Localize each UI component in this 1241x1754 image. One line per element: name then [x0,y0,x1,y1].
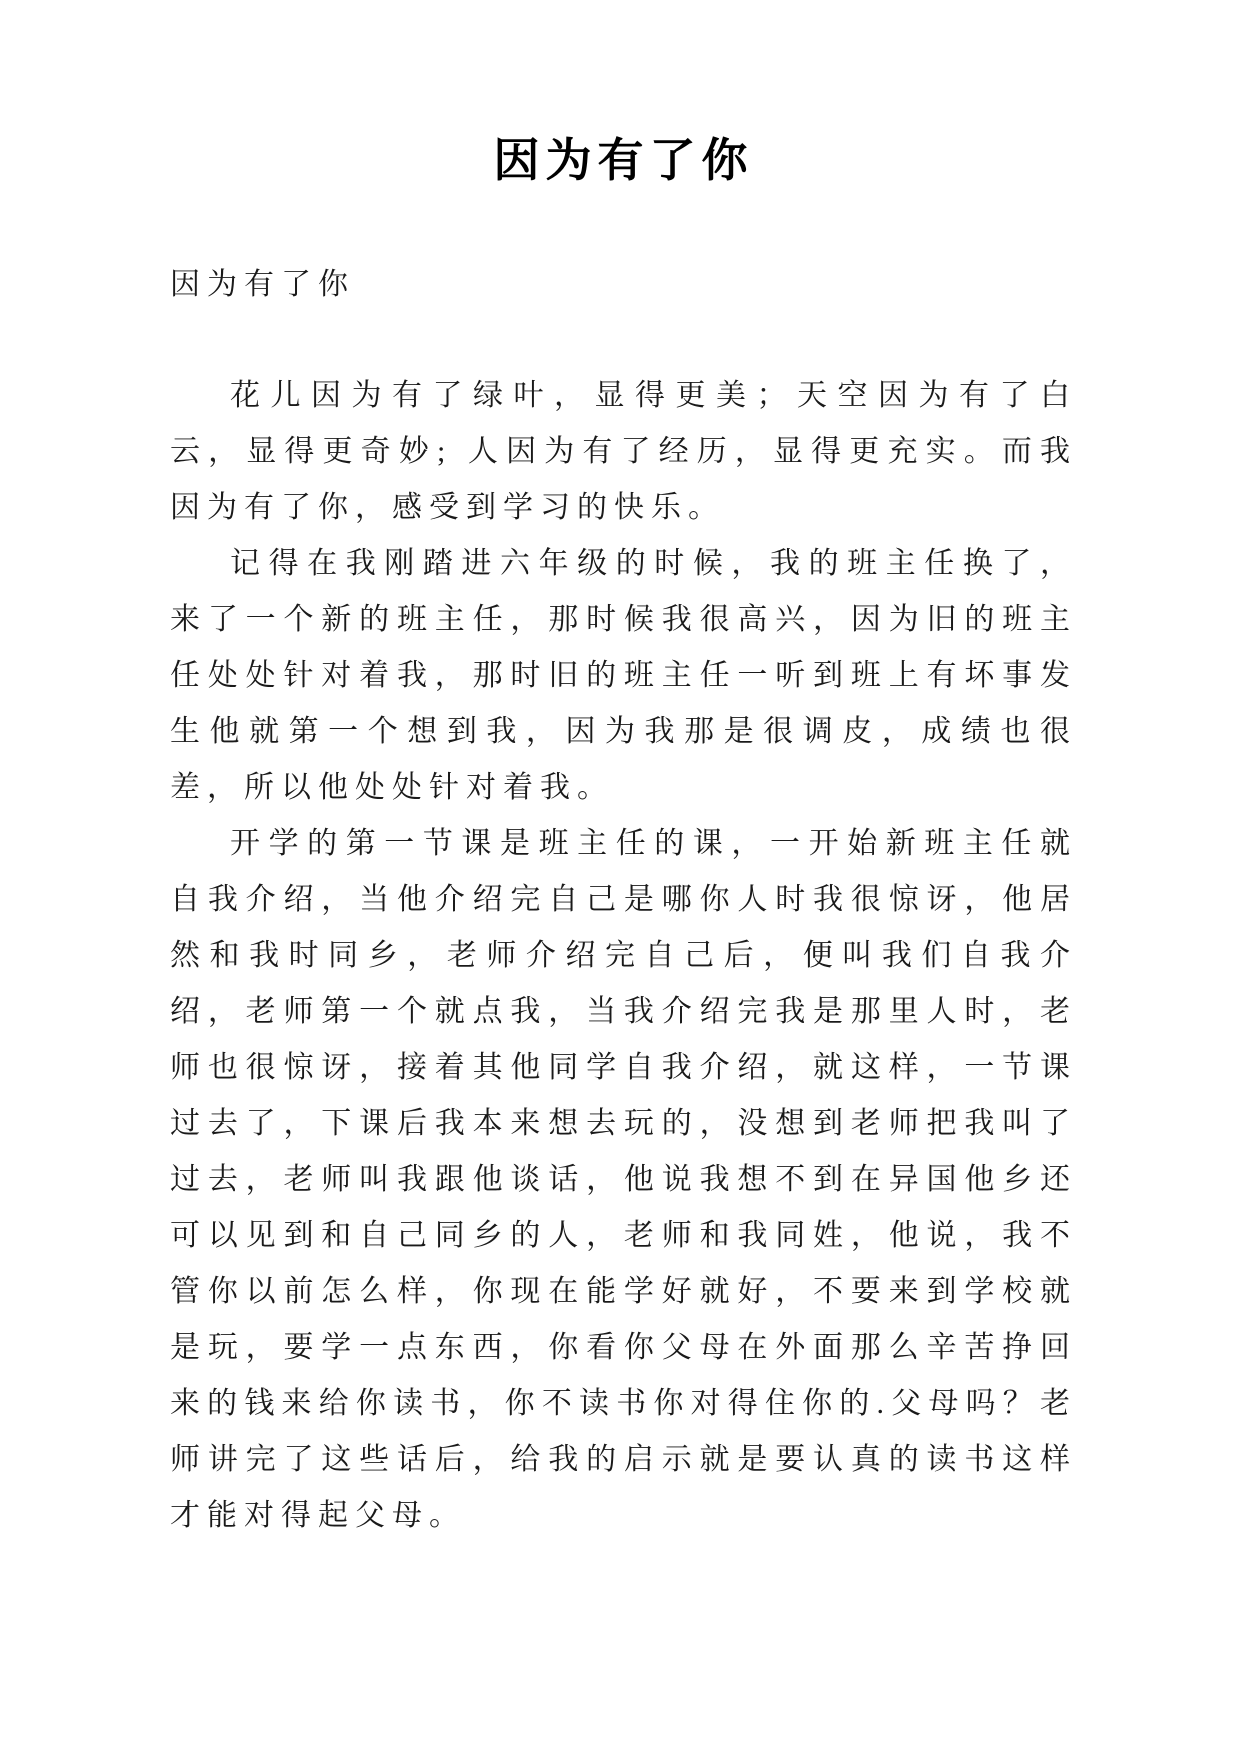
paragraph-3: 开学的第一节课是班主任的课，一开始新班主任就自我介绍，当他介绍完自己是哪你人时我很惊讶，他居然和我时同乡，老师介绍完自己后，便叫我们自我介绍，老师第一个就点我，当我介绍完我是那里人时，老师也很惊讶，接着其他同学自我介绍，就这样，一节课过去了，下课后我本来想去玩的，没想到老师把我叫了过去，老师叫我跟他谈话，他说我想不到在异国他乡还可以见到和自己同乡的人，老师和我同姓，他说，我不管你以前怎么样，你现在能学好就好，不要来到学校就是玩，要学一点东西，你看你父母在外面那么辛苦挣回来的钱来给你读书，你不读书你对得住你的.父母吗？老师讲完了这些话后，给我的启示就是要认真的读书这样才能对得起父母。 [170,827,1077,1532]
page-title: 因为有了你 [493,135,754,186]
paragraph-1: 花儿因为有了绿叶，显得更美；天空因为有了白云，显得更奇妙; 人因为有了经历，显得更充实。而我因为有了你，感受到学习的快乐。 [170,379,1077,524]
document-body [170,368,1077,1544]
paragraph-2: 记得在我刚踏进六年级的时候，我的班主任换了，来了一个新的班主任，那时候我很高兴，因为旧的班主任处处针对着我，那时旧的班主任一听到班上有坏事发生他就第一个想到我，因为我那是很调皮，成绩也很差，所以他处处针对着我。 [170,547,1077,804]
document-subtitle: 因为有了你 [170,268,355,301]
